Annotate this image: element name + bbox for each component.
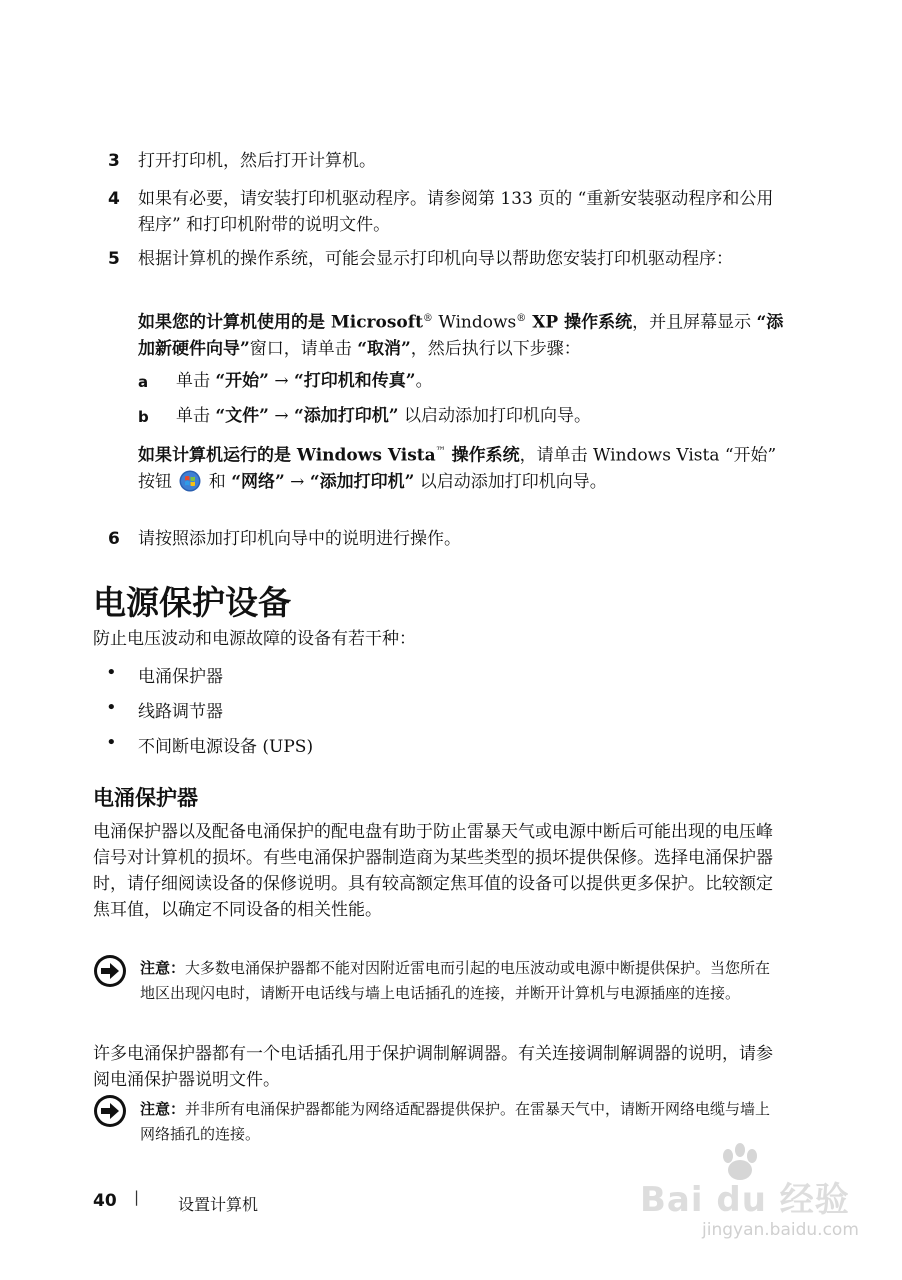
list-item: 不间断电源设备 (UPS)	[138, 737, 314, 757]
notice-text: 注意：并非所有电涌保护器都能为网络适配器提供保护。在雷暴天气中，请断开网络电缆与墙上网络插孔的连接。	[140, 1100, 771, 1143]
section-intro: 防止电压波动和电源故障的设备有若干种：	[93, 629, 416, 649]
vista-instructions: 如果计算机运行的是 Windows Vista™ 操作系统，请单击 Windows Vista “开始” 按钮 和 “网络” → “添加打印机” 以启动添加打印机向导。	[138, 445, 777, 492]
list-item: 电涌保护器	[138, 667, 223, 687]
page-number: 40	[93, 1191, 117, 1211]
substep-label: b	[138, 408, 149, 426]
step-text: 根据计算机的操作系统，可能会显示打印机向导以帮助您安装打印机驱动程序：	[138, 249, 733, 269]
notice-text: 注意：大多数电涌保护器都不能对因附近雷电而引起的电压波动或电源中断提供保护。当您所在地区出现闪电时，请断开电话线与墙上电话插孔的连接，并断开计算机与电源插座的连接。	[140, 959, 771, 1002]
subsection-title: 电涌保护器	[93, 786, 198, 810]
substep-text: 单击 “开始” → “打印机和传真”。	[176, 371, 433, 391]
step-text: 打开打印机，然后打开计算机。	[138, 151, 376, 171]
step-text: 如果有必要，请安装打印机驱动程序。请参阅第 133 页的 “重新安装驱动程序和公用程序” 和打印机附带的说明文件。	[138, 189, 774, 235]
substep-text: 单击 “文件” → “添加打印机” 以启动添加打印机向导。	[176, 406, 591, 426]
list-item: 线路调节器	[138, 702, 223, 722]
bullet-dot: •	[106, 662, 117, 683]
paragraph: 许多电涌保护器都有一个电话插孔用于保护调制解调器。有关连接调制解调器的说明，请参阅电涌保护器说明文件。	[93, 1044, 773, 1090]
paragraph: 电涌保护器以及配备电涌保护的配电盘有助于防止雷暴天气或电源中断后可能出现的电压峰信号对计算机的损坏。有些电涌保护器制造商为某些类型的损坏提供保修。选择电涌保护器时，请仔细阅读设备的保修说明。具有较高额定焦耳值的设备可以提供更多保护。比较额定焦耳值，以确定不同设备的相关性能。	[93, 822, 773, 920]
watermark-brand: Bai du 经验	[640, 1180, 850, 1220]
section-title: 电源保护设备	[93, 583, 291, 622]
notice-arrow-icon	[93, 954, 127, 988]
step-number: 5	[108, 249, 120, 269]
step-number: 3	[108, 151, 120, 171]
baidu-watermark	[640, 1142, 880, 1252]
step-number: 6	[108, 529, 120, 549]
notice-arrow-icon	[93, 1094, 127, 1128]
step-text: 请按照添加打印机向导中的说明进行操作。	[138, 529, 461, 549]
bullet-dot: •	[106, 732, 117, 753]
watermark-url: jingyan.baidu.com	[702, 1220, 859, 1240]
step-number: 4	[108, 189, 120, 209]
windows-start-icon	[177, 470, 203, 492]
bullet-dot: •	[106, 697, 117, 718]
footer-separator: |	[134, 1188, 140, 1206]
xp-instructions: 如果您的计算机使用的是 Microsoft® Windows® XP 操作系统，并且屏幕显示 “添加新硬件向导”窗口，请单击 “取消”，然后执行以下步骤：	[138, 312, 784, 359]
footer-title: 设置计算机	[178, 1195, 259, 1214]
substep-label: a	[138, 373, 149, 391]
